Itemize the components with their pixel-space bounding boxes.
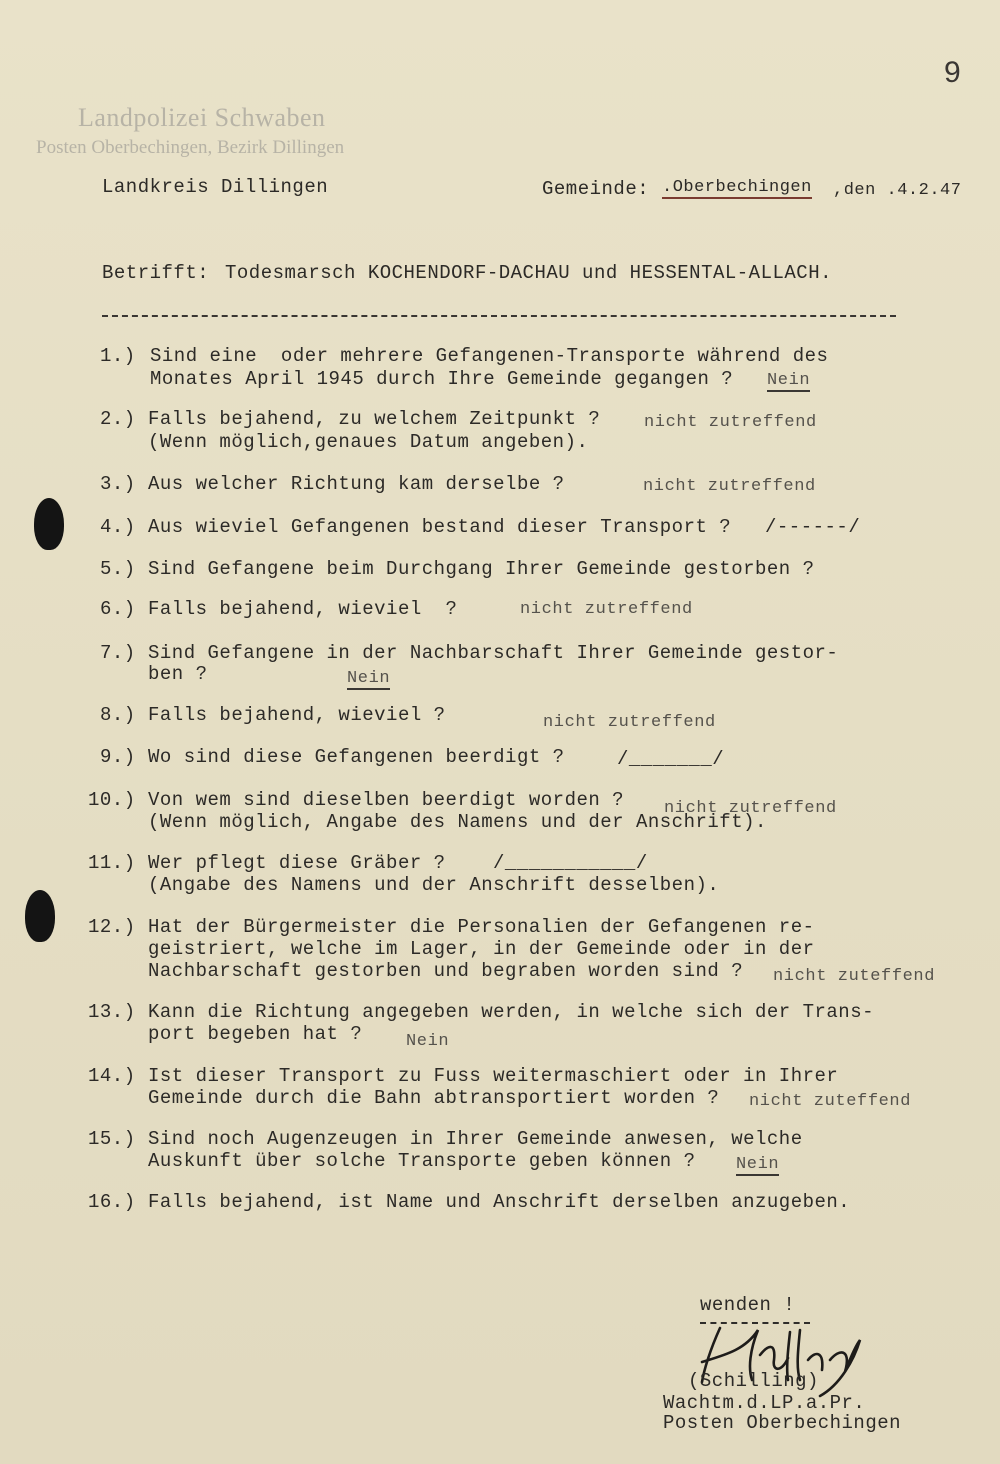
question-answer: nicht zutreffend — [643, 477, 816, 496]
question-number: 16.) — [88, 1191, 136, 1213]
question-text: (Angabe des Namens und der Anschrift desselben). — [148, 874, 720, 896]
question-text: Auskunft über solche Transporte geben können ? — [148, 1150, 696, 1172]
question-answer: Nein — [406, 1032, 450, 1051]
question-number: 3.) — [100, 473, 136, 495]
question-text: Sind Gefangene in der Nachbarschaft Ihrer Gemeinde gestor- — [148, 642, 839, 664]
question-text: Falls bejahend, wieviel ? — [148, 704, 446, 726]
question-number: 12.) — [88, 916, 136, 938]
question-number: 10.) — [88, 789, 136, 811]
question-answer: /___________/ — [493, 852, 648, 874]
turn-over-note: wenden ! — [700, 1294, 796, 1316]
question-text: Gemeinde durch die Bahn abtransportiert worden ? — [148, 1087, 720, 1109]
question-answer: nicht zutreffend — [543, 713, 716, 732]
question-text: Aus welcher Richtung kam derselbe ? — [148, 473, 565, 495]
subject-label: Betrifft: — [102, 262, 210, 284]
officer-name: (Schilling) — [688, 1370, 819, 1392]
question-answer: Nein — [347, 669, 391, 688]
question-text: port begeben hat ? — [148, 1023, 363, 1045]
question-answer: /_______/ — [617, 748, 725, 770]
question-number: 13.) — [88, 1001, 136, 1023]
letterhead-subtitle: Posten Oberbechingen, Bezirk Dillingen — [36, 137, 345, 158]
punch-hole-top — [34, 498, 64, 550]
document-date: ,den .4.2.47 — [833, 181, 962, 200]
question-number: 11.) — [88, 852, 136, 874]
question-text: geistriert, welche im Lager, in der Gemeinde oder in der — [148, 938, 815, 960]
question-number: 8.) — [100, 704, 136, 726]
question-text: ben ? — [148, 663, 208, 685]
question-text: Falls bejahend, ist Name und Anschrift derselben anzugeben. — [148, 1191, 851, 1213]
question-text: (Wenn möglich,genaues Datum angeben). — [148, 431, 589, 453]
landkreis: Landkreis Dillingen — [102, 176, 329, 198]
question-text: Kann die Richtung angegeben werden, in welche sich der Trans- — [148, 1001, 875, 1023]
question-answer: nicht zuteffend — [749, 1092, 912, 1111]
question-answer: nicht zutreffend — [664, 799, 837, 818]
dashed-separator — [102, 315, 896, 317]
question-answer: /------/ — [765, 516, 861, 538]
punch-hole-bottom — [25, 890, 55, 942]
question-answer: nicht zutreffend — [644, 413, 817, 432]
question-text: Aus wieviel Gefangenen bestand dieser Transport ? — [148, 516, 732, 538]
question-answer: nicht zuteffend — [773, 967, 936, 986]
officer-post: Posten Oberbechingen — [663, 1412, 902, 1434]
question-text: Falls bejahend, wieviel ? — [148, 598, 458, 620]
subject-text: Todesmarsch KOCHENDORF-DACHAU und HESSENTAL-ALLACH. — [225, 262, 832, 284]
question-number: 1.) — [100, 345, 136, 367]
question-number: 6.) — [100, 598, 136, 620]
question-answer: Nein — [767, 371, 811, 390]
gemeinde-value: .Oberbechingen — [662, 178, 812, 197]
officer-rank: Wachtm.d.LP.a.Pr. — [663, 1392, 866, 1414]
letterhead-title: Landpolizei Schwaben — [78, 103, 326, 132]
question-text: Sind noch Augenzeugen in Ihrer Gemeinde anwesen, welche — [148, 1128, 803, 1150]
question-answer: nicht zutreffend — [520, 600, 693, 619]
question-number: 15.) — [88, 1128, 136, 1150]
question-text: (Wenn möglich, Angabe des Namens und der Anschrift). — [148, 811, 767, 833]
question-answer: Nein — [736, 1155, 780, 1174]
question-number: 7.) — [100, 642, 136, 664]
question-text: Von wem sind dieselben beerdigt worden ? — [148, 789, 625, 811]
question-text: Wo sind diese Gefangenen beerdigt ? — [148, 746, 565, 768]
question-text: Falls bejahend, zu welchem Zeitpunkt ? — [148, 408, 601, 430]
page-number: 9 — [944, 56, 961, 89]
question-text: Sind eine oder mehrere Gefangenen-Transporte während des — [150, 345, 829, 367]
question-text: Nachbarschaft gestorben und begraben worden sind ? — [148, 960, 744, 982]
question-text: Hat der Bürgermeister die Personalien der Gefangenen re- — [148, 916, 815, 938]
question-text: Ist dieser Transport zu Fuss weitermaschiert oder in Ihrer — [148, 1065, 839, 1087]
gemeinde-label: Gemeinde: — [542, 178, 650, 200]
question-number: 5.) — [100, 558, 136, 580]
question-number: 4.) — [100, 516, 136, 538]
question-text: Monates April 1945 durch Ihre Gemeinde gegangen ? — [150, 368, 734, 390]
question-number: 14.) — [88, 1065, 136, 1087]
question-text: Sind Gefangene beim Durchgang Ihrer Gemeinde gestorben ? — [148, 558, 815, 580]
question-number: 9.) — [100, 746, 136, 768]
question-text: Wer pflegt diese Gräber ? — [148, 852, 446, 874]
question-number: 2.) — [100, 408, 136, 430]
